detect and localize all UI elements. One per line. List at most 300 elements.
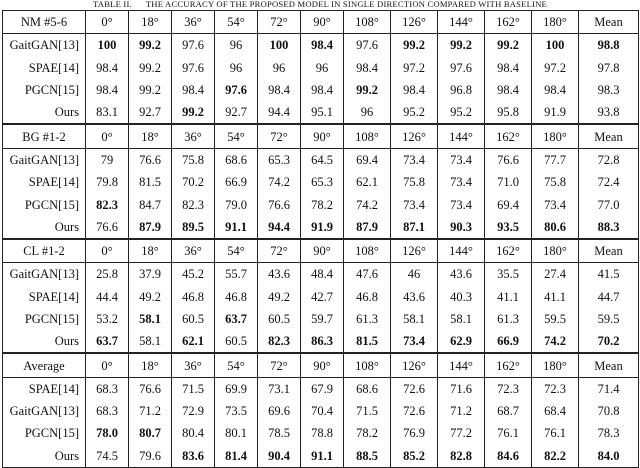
cell-value: 84.0 bbox=[597, 448, 620, 463]
cell-value: 91.9 bbox=[311, 219, 333, 234]
accuracy-cell bbox=[86, 400, 129, 422]
cell-value: 43.6 bbox=[268, 267, 290, 282]
cell-value: 63.7 bbox=[96, 334, 118, 349]
accuracy-cell bbox=[258, 57, 301, 79]
accuracy-cell bbox=[344, 330, 391, 353]
cell-value: 76.6 bbox=[96, 219, 118, 234]
mean-cell bbox=[579, 263, 639, 286]
cell-value: 80.4 bbox=[182, 426, 204, 441]
cell-value: 44.4 bbox=[96, 289, 118, 304]
table-row bbox=[3, 171, 639, 193]
cell-value: 97.8 bbox=[597, 60, 620, 75]
mean-cell bbox=[579, 34, 639, 57]
method-name: Ours bbox=[3, 101, 86, 124]
mean-cell bbox=[579, 148, 639, 171]
method-name: PGCN[15] bbox=[3, 193, 86, 215]
cell-value: 96.8 bbox=[450, 83, 472, 98]
accuracy-cell bbox=[438, 377, 485, 400]
cell-value: 81.4 bbox=[225, 448, 247, 463]
method-name: SPAE[14] bbox=[3, 57, 86, 79]
accuracy-cell bbox=[172, 330, 215, 353]
column-header: 36° bbox=[172, 11, 215, 34]
cell-value: 43.6 bbox=[403, 289, 425, 304]
cell-value: 74.2 bbox=[356, 197, 378, 212]
table-row bbox=[3, 400, 639, 422]
cell-value: 71.5 bbox=[356, 404, 378, 419]
cell-value: 60.5 bbox=[182, 312, 204, 326]
cell-value: 99.2 bbox=[139, 60, 161, 75]
cell-value: 78.3 bbox=[597, 426, 620, 441]
accuracy-cell bbox=[391, 286, 438, 308]
cell-value: 93.5 bbox=[497, 219, 519, 234]
accuracy-cell bbox=[438, 422, 485, 444]
cell-value: 80.7 bbox=[139, 426, 161, 441]
column-header: 90° bbox=[301, 353, 344, 377]
accuracy-cell bbox=[129, 445, 172, 468]
mean-cell bbox=[579, 330, 639, 353]
cell-value: 78.0 bbox=[96, 426, 118, 441]
accuracy-cell bbox=[344, 308, 391, 330]
cell-value: 69.9 bbox=[225, 381, 247, 396]
column-header: 126° bbox=[391, 353, 438, 377]
method-name: PGCN[15] bbox=[3, 308, 86, 330]
accuracy-cell bbox=[532, 400, 579, 422]
accuracy-cell bbox=[532, 377, 579, 400]
cell-value: 82.3 bbox=[96, 197, 118, 212]
column-header: 0° bbox=[86, 124, 129, 148]
cell-value: 79.0 bbox=[225, 197, 247, 212]
cell-value: 77.7 bbox=[544, 152, 566, 167]
column-header: 180° bbox=[532, 353, 579, 377]
cell-value: 59.5 bbox=[544, 312, 566, 326]
accuracy-cell bbox=[129, 148, 172, 171]
method-name: SPAE[14] bbox=[3, 171, 86, 193]
accuracy-cell bbox=[172, 101, 215, 124]
accuracy-cell bbox=[215, 216, 258, 239]
cell-value: 100 bbox=[545, 38, 565, 53]
accuracy-cell bbox=[532, 34, 579, 57]
column-header: 18° bbox=[129, 239, 172, 263]
accuracy-cell bbox=[258, 171, 301, 193]
accuracy-cell bbox=[86, 216, 129, 239]
cell-value: 71.2 bbox=[450, 404, 472, 419]
cell-value: 75.8 bbox=[182, 152, 204, 167]
accuracy-cell bbox=[301, 286, 344, 308]
cell-value: 79.8 bbox=[96, 175, 118, 190]
cell-value: 47.6 bbox=[356, 267, 378, 282]
table-title: THE ACCURACY OF THE PROPOSED MODEL IN SINGLE DIRECTION COMPARED WITH BASELINE bbox=[145, 0, 547, 9]
cell-value: 74.2 bbox=[544, 334, 566, 349]
accuracy-cell bbox=[258, 193, 301, 215]
accuracy-cell bbox=[258, 422, 301, 444]
accuracy-cell bbox=[391, 308, 438, 330]
cell-value: 72.3 bbox=[544, 381, 566, 396]
accuracy-cell bbox=[532, 193, 579, 215]
column-header: 126° bbox=[391, 239, 438, 263]
cell-value: 95.1 bbox=[311, 105, 333, 120]
cell-value: 58.1 bbox=[139, 312, 161, 326]
cell-value: 58.1 bbox=[403, 312, 425, 326]
mean-cell bbox=[579, 445, 639, 468]
section-header-row bbox=[3, 124, 639, 148]
cell-value: 97.2 bbox=[544, 60, 566, 75]
cell-value: 90.3 bbox=[450, 219, 472, 234]
cell-value: 88.3 bbox=[597, 219, 620, 234]
accuracy-cell bbox=[391, 330, 438, 353]
cell-value: 75.8 bbox=[403, 175, 425, 190]
cell-value: 95.2 bbox=[450, 105, 472, 120]
accuracy-cell bbox=[172, 216, 215, 239]
column-header: 162° bbox=[485, 353, 532, 377]
cell-value: 69.6 bbox=[268, 404, 290, 419]
cell-value: 94.4 bbox=[268, 105, 290, 120]
column-header: 0° bbox=[86, 11, 129, 34]
cell-value: 97.2 bbox=[403, 60, 425, 75]
accuracy-cell bbox=[438, 286, 485, 308]
accuracy-cell bbox=[258, 308, 301, 330]
cell-value: 76.1 bbox=[497, 426, 519, 441]
method-name: GaitGAN[13] bbox=[3, 148, 86, 171]
accuracy-cell bbox=[532, 171, 579, 193]
cell-value: 62.9 bbox=[450, 334, 472, 349]
accuracy-cell bbox=[215, 400, 258, 422]
accuracy-cell bbox=[215, 57, 258, 79]
accuracy-cell bbox=[344, 377, 391, 400]
accuracy-cell bbox=[438, 445, 485, 468]
cell-value: 98.4 bbox=[356, 60, 378, 75]
cell-value: 68.4 bbox=[544, 404, 566, 419]
cell-value: 74.5 bbox=[96, 448, 118, 463]
cell-value: 97.6 bbox=[356, 38, 378, 53]
section-header-row bbox=[3, 11, 639, 34]
accuracy-cell bbox=[438, 79, 485, 101]
cell-value: 87.1 bbox=[403, 219, 425, 234]
accuracy-cell bbox=[344, 171, 391, 193]
cell-value: 63.7 bbox=[225, 312, 247, 326]
cell-value: 79 bbox=[100, 152, 114, 167]
cell-value: 71.4 bbox=[597, 381, 620, 396]
accuracy-cell bbox=[301, 148, 344, 171]
accuracy-cell bbox=[438, 193, 485, 215]
cell-value: 73.1 bbox=[268, 381, 290, 396]
accuracy-cell bbox=[86, 377, 129, 400]
cell-value: 72.3 bbox=[497, 381, 519, 396]
cell-value: 64.5 bbox=[311, 152, 333, 167]
accuracy-cell bbox=[86, 57, 129, 79]
table-number: TABLE II. bbox=[93, 0, 132, 9]
mean-cell bbox=[579, 400, 639, 422]
table-row bbox=[3, 377, 639, 400]
cell-value: 98.4 bbox=[497, 60, 519, 75]
column-header: 108° bbox=[344, 239, 391, 263]
cell-value: 92.7 bbox=[225, 105, 247, 120]
column-header: 126° bbox=[391, 124, 438, 148]
cell-value: 73.4 bbox=[450, 152, 472, 167]
cell-value: 97.6 bbox=[182, 60, 204, 75]
cell-value: 100 bbox=[97, 38, 117, 53]
accuracy-cell bbox=[86, 308, 129, 330]
column-header: 162° bbox=[485, 124, 532, 148]
section-label: NM #5-6 bbox=[3, 11, 86, 34]
table-body bbox=[3, 11, 639, 468]
accuracy-cell bbox=[86, 148, 129, 171]
cell-value: 98.4 bbox=[311, 83, 333, 98]
accuracy-cell bbox=[532, 216, 579, 239]
table-row bbox=[3, 263, 639, 286]
column-header: 180° bbox=[532, 11, 579, 34]
table-row bbox=[3, 57, 639, 79]
accuracy-cell bbox=[129, 171, 172, 193]
cell-value: 55.7 bbox=[225, 267, 247, 282]
cell-value: 72.6 bbox=[403, 404, 425, 419]
accuracy-cell bbox=[391, 148, 438, 171]
accuracy-cell bbox=[129, 377, 172, 400]
accuracy-cell bbox=[485, 216, 532, 239]
column-header: 108° bbox=[344, 353, 391, 377]
accuracy-cell bbox=[172, 57, 215, 79]
accuracy-cell bbox=[485, 445, 532, 468]
cell-value: 82.3 bbox=[268, 334, 290, 349]
accuracy-cell bbox=[532, 308, 579, 330]
accuracy-cell bbox=[391, 101, 438, 124]
accuracy-cell bbox=[129, 330, 172, 353]
cell-value: 68.6 bbox=[356, 381, 378, 396]
accuracy-cell bbox=[215, 171, 258, 193]
accuracy-cell bbox=[391, 400, 438, 422]
cell-value: 73.5 bbox=[225, 404, 247, 419]
accuracy-cell bbox=[301, 171, 344, 193]
accuracy-cell bbox=[172, 422, 215, 444]
method-name: GaitGAN[13] bbox=[3, 263, 86, 286]
cell-value: 70.8 bbox=[597, 404, 620, 419]
cell-value: 67.9 bbox=[311, 381, 333, 396]
accuracy-cell bbox=[301, 445, 344, 468]
accuracy-cell bbox=[301, 263, 344, 286]
accuracy-cell bbox=[215, 330, 258, 353]
results-table bbox=[2, 10, 639, 468]
accuracy-cell bbox=[172, 148, 215, 171]
accuracy-cell bbox=[258, 34, 301, 57]
cell-value: 96 bbox=[272, 60, 286, 75]
mean-cell bbox=[579, 171, 639, 193]
cell-value: 41.5 bbox=[597, 267, 620, 282]
cell-value: 97.6 bbox=[182, 38, 204, 53]
table-row bbox=[3, 148, 639, 171]
cell-value: 99.2 bbox=[139, 38, 161, 53]
cell-value: 95.2 bbox=[403, 105, 425, 120]
column-header: 0° bbox=[86, 239, 129, 263]
cell-value: 59.5 bbox=[597, 312, 620, 326]
accuracy-cell bbox=[532, 330, 579, 353]
accuracy-cell bbox=[172, 193, 215, 215]
cell-value: 78.2 bbox=[356, 426, 378, 441]
accuracy-cell bbox=[344, 400, 391, 422]
method-name: SPAE[14] bbox=[3, 286, 86, 308]
table-row bbox=[3, 193, 639, 215]
accuracy-cell bbox=[258, 286, 301, 308]
accuracy-cell bbox=[172, 445, 215, 468]
accuracy-cell bbox=[129, 193, 172, 215]
accuracy-cell bbox=[391, 193, 438, 215]
cell-value: 35.5 bbox=[497, 267, 519, 282]
method-name: Ours bbox=[3, 330, 86, 353]
accuracy-cell bbox=[391, 34, 438, 57]
cell-value: 86.3 bbox=[311, 334, 333, 349]
table-row bbox=[3, 79, 639, 101]
method-name: Ours bbox=[3, 445, 86, 468]
accuracy-cell bbox=[301, 193, 344, 215]
cell-value: 53.2 bbox=[96, 312, 118, 326]
cell-value: 66.9 bbox=[225, 175, 247, 190]
accuracy-cell bbox=[215, 422, 258, 444]
table-row bbox=[3, 101, 639, 124]
accuracy-cell bbox=[532, 422, 579, 444]
accuracy-cell bbox=[301, 400, 344, 422]
mean-cell bbox=[579, 377, 639, 400]
accuracy-cell bbox=[129, 34, 172, 57]
accuracy-cell bbox=[172, 286, 215, 308]
column-header: 18° bbox=[129, 11, 172, 34]
column-header: 36° bbox=[172, 239, 215, 263]
accuracy-cell bbox=[438, 148, 485, 171]
cell-value: 81.5 bbox=[139, 175, 161, 190]
accuracy-cell bbox=[86, 193, 129, 215]
accuracy-cell bbox=[485, 171, 532, 193]
accuracy-cell bbox=[391, 57, 438, 79]
cell-value: 68.3 bbox=[96, 404, 118, 419]
table-row bbox=[3, 286, 639, 308]
table-row bbox=[3, 308, 639, 330]
accuracy-cell bbox=[258, 330, 301, 353]
mean-cell bbox=[579, 101, 639, 124]
mean-cell bbox=[579, 422, 639, 444]
cell-value: 98.4 bbox=[544, 83, 566, 98]
accuracy-cell bbox=[391, 79, 438, 101]
table-row bbox=[3, 216, 639, 239]
accuracy-cell bbox=[391, 263, 438, 286]
accuracy-cell bbox=[86, 263, 129, 286]
accuracy-cell bbox=[344, 445, 391, 468]
accuracy-cell bbox=[485, 148, 532, 171]
mean-cell bbox=[579, 286, 639, 308]
cell-value: 46.8 bbox=[356, 289, 378, 304]
cell-value: 49.2 bbox=[268, 289, 290, 304]
mean-cell bbox=[579, 193, 639, 215]
cell-value: 92.7 bbox=[139, 105, 161, 120]
cell-value: 84.6 bbox=[497, 448, 519, 463]
accuracy-cell bbox=[172, 400, 215, 422]
column-header: 108° bbox=[344, 124, 391, 148]
cell-value: 99.2 bbox=[403, 38, 425, 53]
cell-value: 91.9 bbox=[544, 105, 566, 120]
mean-cell bbox=[579, 216, 639, 239]
accuracy-cell bbox=[344, 34, 391, 57]
cell-value: 96 bbox=[229, 38, 243, 53]
accuracy-cell bbox=[258, 263, 301, 286]
cell-value: 71.6 bbox=[450, 381, 472, 396]
column-header: 72° bbox=[258, 239, 301, 263]
column-header: 144° bbox=[438, 11, 485, 34]
accuracy-cell bbox=[172, 79, 215, 101]
accuracy-cell bbox=[258, 400, 301, 422]
accuracy-cell bbox=[215, 445, 258, 468]
accuracy-cell bbox=[532, 57, 579, 79]
accuracy-cell bbox=[215, 377, 258, 400]
cell-value: 96 bbox=[360, 105, 374, 120]
cell-value: 73.4 bbox=[403, 197, 425, 212]
cell-value: 90.4 bbox=[268, 448, 290, 463]
accuracy-cell bbox=[485, 57, 532, 79]
cell-value: 72.4 bbox=[597, 175, 620, 190]
accuracy-cell bbox=[438, 34, 485, 57]
accuracy-cell bbox=[391, 377, 438, 400]
accuracy-cell bbox=[438, 216, 485, 239]
cell-value: 43.6 bbox=[450, 267, 472, 282]
cell-value: 73.4 bbox=[450, 197, 472, 212]
cell-value: 60.5 bbox=[225, 334, 247, 349]
cell-value: 70.2 bbox=[597, 334, 620, 349]
column-header: 108° bbox=[344, 11, 391, 34]
accuracy-cell bbox=[438, 308, 485, 330]
cell-value: 40.3 bbox=[450, 289, 472, 304]
cell-value: 98.4 bbox=[96, 60, 118, 75]
cell-value: 84.7 bbox=[139, 197, 161, 212]
cell-value: 75.8 bbox=[544, 175, 566, 190]
table-row bbox=[3, 422, 639, 444]
mean-cell bbox=[579, 79, 639, 101]
accuracy-cell bbox=[438, 171, 485, 193]
column-header: 54° bbox=[215, 353, 258, 377]
table-row bbox=[3, 445, 639, 468]
cell-value: 62.1 bbox=[182, 334, 204, 349]
cell-value: 62.1 bbox=[356, 175, 378, 190]
accuracy-cell bbox=[258, 101, 301, 124]
column-header: 162° bbox=[485, 239, 532, 263]
column-header: 54° bbox=[215, 239, 258, 263]
accuracy-cell bbox=[129, 422, 172, 444]
cell-value: 70.4 bbox=[311, 404, 333, 419]
column-header: 72° bbox=[258, 353, 301, 377]
cell-value: 87.9 bbox=[356, 219, 378, 234]
accuracy-cell bbox=[129, 101, 172, 124]
column-header: 0° bbox=[86, 353, 129, 377]
cell-value: 76.9 bbox=[403, 426, 425, 441]
cell-value: 82.8 bbox=[450, 448, 472, 463]
cell-value: 79.6 bbox=[139, 448, 161, 463]
cell-value: 73.4 bbox=[403, 152, 425, 167]
cell-value: 76.6 bbox=[497, 152, 519, 167]
cell-value: 77.0 bbox=[597, 197, 620, 212]
column-header: 54° bbox=[215, 124, 258, 148]
accuracy-cell bbox=[485, 330, 532, 353]
method-name: PGCN[15] bbox=[3, 422, 86, 444]
cell-value: 95.8 bbox=[497, 105, 519, 120]
column-header: 18° bbox=[129, 124, 172, 148]
cell-value: 99.2 bbox=[139, 83, 161, 98]
cell-value: 98.4 bbox=[311, 38, 333, 53]
accuracy-cell bbox=[172, 263, 215, 286]
accuracy-cell bbox=[215, 263, 258, 286]
column-header: 90° bbox=[301, 124, 344, 148]
accuracy-cell bbox=[215, 101, 258, 124]
cell-value: 78.2 bbox=[311, 197, 333, 212]
accuracy-cell bbox=[172, 34, 215, 57]
accuracy-cell bbox=[301, 308, 344, 330]
cell-value: 73.4 bbox=[544, 197, 566, 212]
cell-value: 69.4 bbox=[356, 152, 378, 167]
cell-value: 77.2 bbox=[450, 426, 472, 441]
column-header: 90° bbox=[301, 11, 344, 34]
